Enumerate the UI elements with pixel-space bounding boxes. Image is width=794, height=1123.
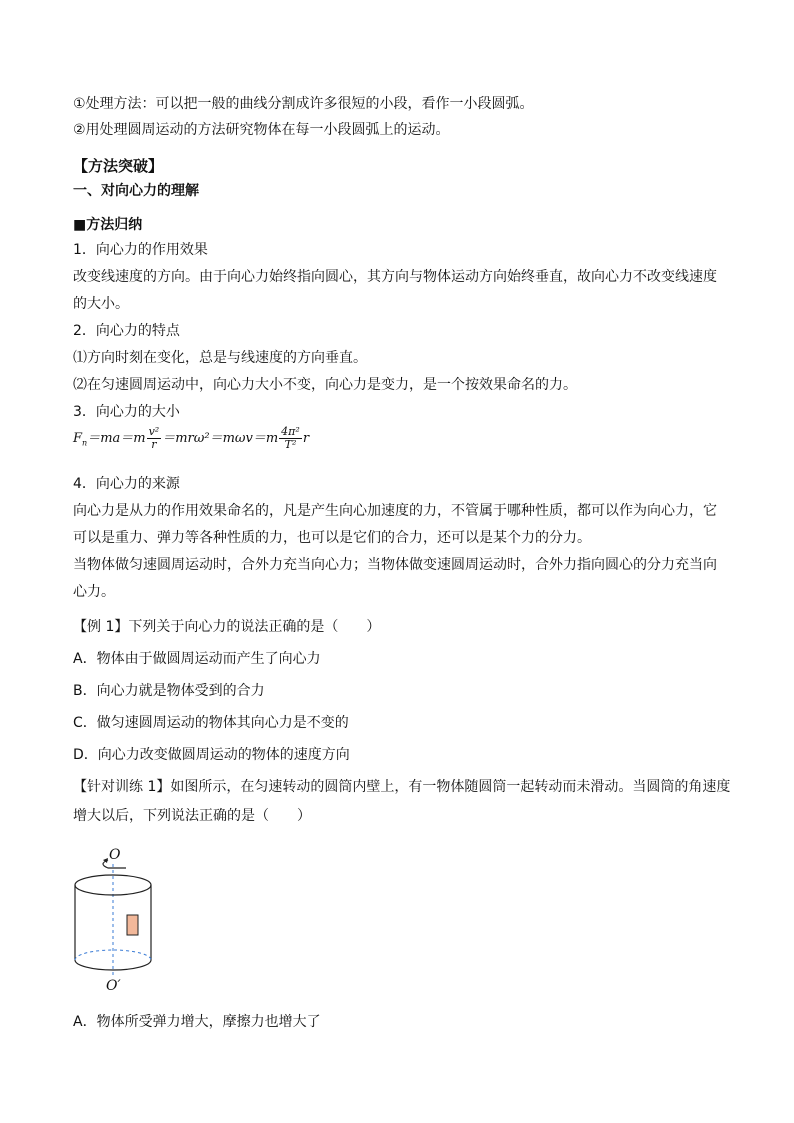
training-1-option-a: A．物体所受弹力增大，摩擦力也增大了 bbox=[73, 1014, 321, 1030]
training-1-question-a: 【针对训练 1】如图所示，在匀速转动的圆筒内壁上，有一物体随圆筒一起转动而未滑动。当圆筒的角速度 bbox=[73, 779, 731, 795]
point-1-text-a: 改变线速度的方向。由于向心力始终指向圆心，其方向与物体运动方向始终垂直，故向心力不改变线速度 bbox=[73, 269, 717, 285]
point-2-b: ⑵在匀速圆周运动中，向心力大小不变，向心力是变力，是一个按效果命名的力。 bbox=[73, 377, 577, 393]
axis-bottom-label: O′ bbox=[106, 978, 121, 994]
formula-lhs: F bbox=[73, 431, 83, 446]
formula-eq2: ＝mrω²＝mωv＝m bbox=[162, 431, 279, 446]
section-subtitle: 一、对向心力的理解 bbox=[73, 183, 199, 199]
fraction-2-denominator: T² bbox=[284, 438, 297, 451]
cylinder-diagram bbox=[68, 840, 168, 1000]
fraction-4pi2-over-t2 bbox=[279, 426, 302, 451]
intro-line-1: ①处理方法：可以把一般的曲线分割成许多很短的小段，看作一小段圆弧。 bbox=[73, 96, 534, 112]
axis-top-label: O bbox=[109, 847, 121, 863]
point-2-a: ⑴方向时刻在变化，总是与线速度的方向垂直。 bbox=[73, 350, 367, 366]
block-on-wall bbox=[127, 915, 138, 935]
point-4-title: 4．向心力的来源 bbox=[73, 476, 180, 492]
point-4-a: 向心力是从力的作用效果命名的，凡是产生向心加速度的力，不管属于哪种性质，都可以作为向心力，它 bbox=[73, 503, 717, 519]
formula-lhs-sub: n bbox=[82, 438, 88, 448]
point-3-title: 3．向心力的大小 bbox=[73, 404, 180, 420]
point-1-title: 1．向心力的作用效果 bbox=[73, 242, 208, 258]
formula-tail: r bbox=[302, 431, 310, 446]
formula-eq1: ＝ma＝m bbox=[87, 431, 146, 446]
fraction-v2-over-r bbox=[147, 426, 162, 451]
fraction-1-numerator: v² bbox=[148, 425, 160, 438]
fraction-1-denominator: r bbox=[151, 438, 157, 451]
example-1-option-b: B．向心力就是物体受到的合力 bbox=[73, 683, 265, 699]
point-4-b: 可以是重力、弹力等各种性质的力，也可以是它们的合力，还可以是某个力的分力。 bbox=[73, 530, 591, 546]
intro-line-2: ②用处理圆周运动的方法研究物体在每一小段圆弧上的运动。 bbox=[73, 122, 450, 138]
point-4-c: 当物体做匀速圆周运动时，合外力充当向心力；当物体做变速圆周运动时，合外力指向圆心的分力充当向 bbox=[73, 557, 717, 573]
point-4-d: 心力。 bbox=[73, 584, 115, 600]
rotating-cylinder-figure bbox=[68, 840, 168, 1000]
point-1-text-b: 的大小。 bbox=[73, 296, 129, 312]
example-1-option-a: A．物体由于做圆周运动而产生了向心力 bbox=[73, 651, 321, 667]
example-1-option-c: C．做匀速圆周运动的物体其向心力是不变的 bbox=[73, 715, 349, 731]
example-1-option-d: D．向心力改变做圆周运动的物体的速度方向 bbox=[73, 747, 350, 763]
method-label: ■方法归纳 bbox=[73, 217, 143, 233]
example-1-question: 【例 1】下列关于向心力的说法正确的是（ ） bbox=[73, 619, 381, 635]
point-2-title: 2．向心力的特点 bbox=[73, 323, 180, 339]
centripetal-force-formula bbox=[73, 426, 309, 457]
fraction-2-numerator: 4π² bbox=[281, 425, 300, 438]
training-1-question-b: 增大以后，下列说法正确的是（ ） bbox=[73, 808, 311, 824]
section-title: 【方法突破】 bbox=[73, 157, 164, 175]
